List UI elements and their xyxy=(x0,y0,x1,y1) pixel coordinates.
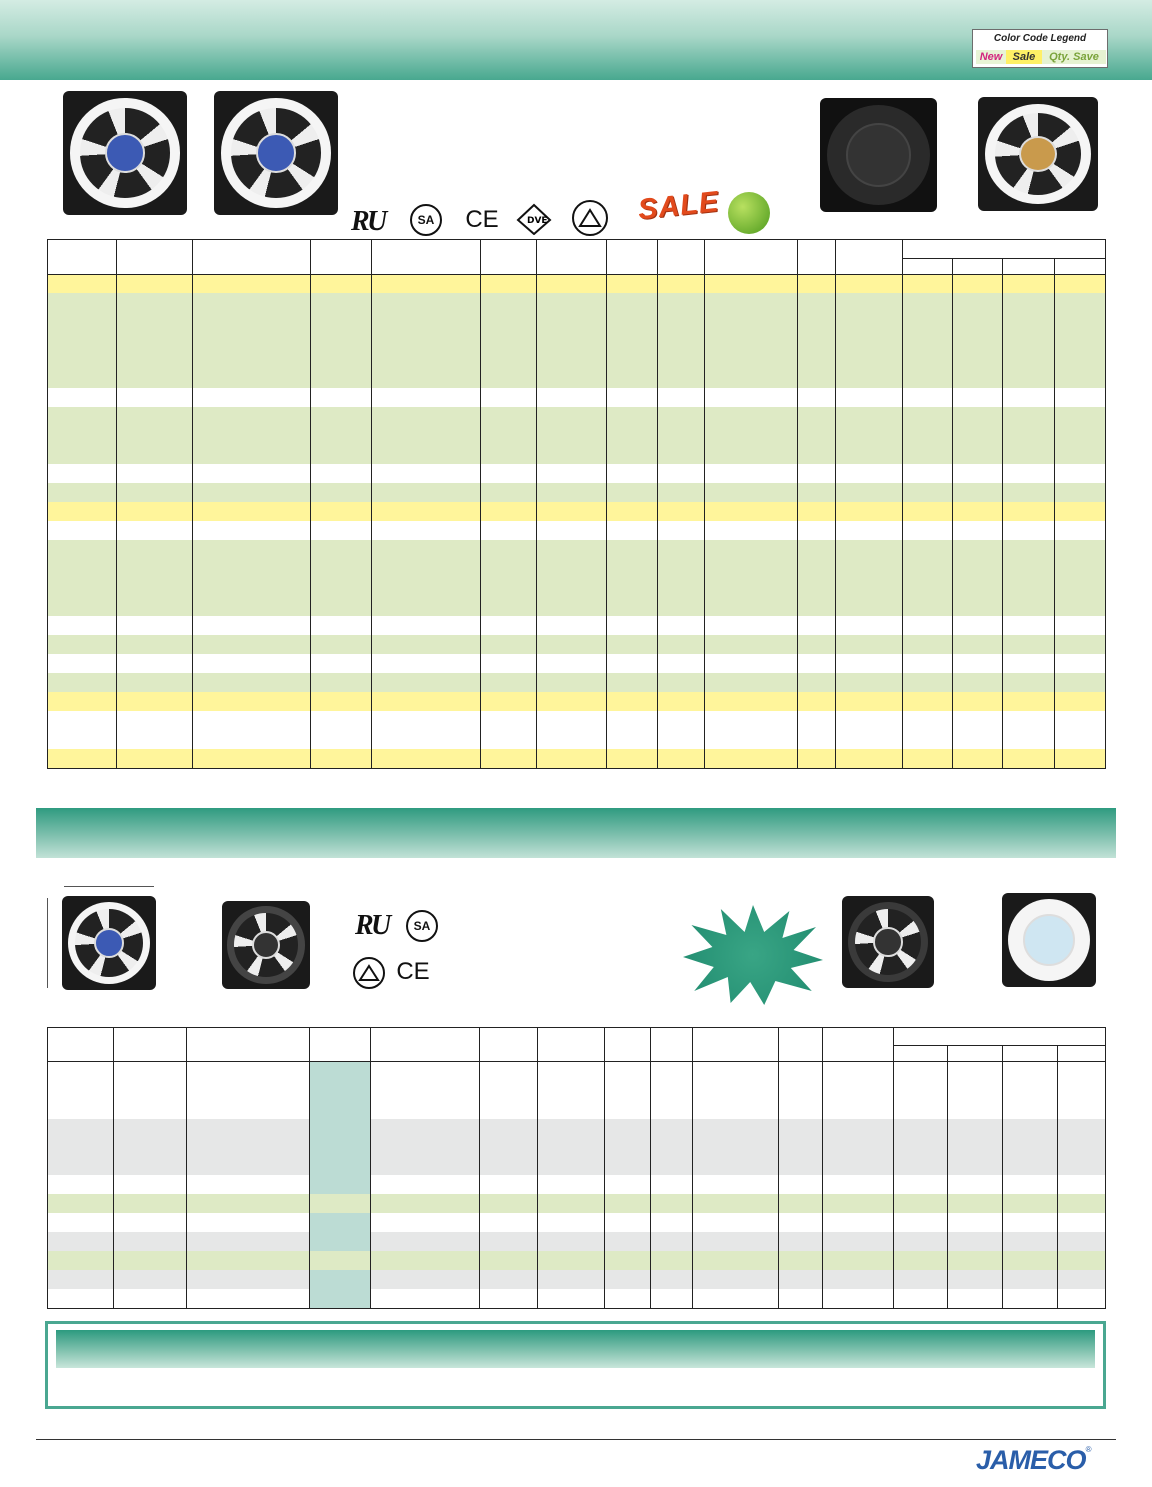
svg-text:U: U xyxy=(371,910,392,940)
jameco-logo: JAMECO® xyxy=(976,1445,1091,1475)
legend-qty-save: Qty. Save xyxy=(1042,50,1106,64)
fan-photo-6 xyxy=(842,896,934,988)
dimension-line xyxy=(47,898,48,988)
table-row xyxy=(48,635,1106,654)
table-row xyxy=(48,578,1106,597)
table-row xyxy=(48,1251,1106,1270)
csa-icon: SA xyxy=(406,910,438,942)
table-row xyxy=(48,275,1106,293)
table-row xyxy=(48,1175,1106,1194)
table-row xyxy=(48,445,1106,464)
table-row xyxy=(48,502,1106,521)
svg-text:R: R xyxy=(351,206,370,236)
table-row xyxy=(48,749,1106,769)
vde-icon xyxy=(516,203,552,235)
fan-photo-2 xyxy=(214,91,338,215)
fan-table-1 xyxy=(47,239,1106,769)
dimension-line xyxy=(64,886,154,887)
csa-icon: SA xyxy=(410,204,442,236)
table-row xyxy=(48,483,1106,502)
table-row xyxy=(48,331,1106,350)
blower-photo xyxy=(820,98,937,212)
fan-table-2 xyxy=(47,1027,1106,1309)
svg-text:R: R xyxy=(355,910,374,940)
table-row xyxy=(48,426,1106,445)
table-row xyxy=(48,464,1106,483)
svg-text:DVE: DVE xyxy=(527,216,548,226)
table-row xyxy=(48,407,1106,426)
fan-photo-1 xyxy=(63,91,187,215)
table-row xyxy=(48,350,1106,369)
ce-icon: CE xyxy=(396,958,430,985)
info-box-header xyxy=(56,1330,1095,1368)
table-row xyxy=(48,293,1106,312)
fan-photo-3 xyxy=(978,97,1098,211)
ul-icon xyxy=(348,206,396,236)
table-row xyxy=(48,616,1106,635)
table-row xyxy=(48,540,1106,559)
ul-icon xyxy=(352,910,400,940)
ce-icon: CE xyxy=(465,206,499,233)
table-row xyxy=(48,312,1106,331)
tuv-icon xyxy=(353,957,385,989)
svg-text:U: U xyxy=(367,206,388,236)
table-row xyxy=(48,597,1106,616)
table-row xyxy=(48,521,1106,540)
fan-photo-4 xyxy=(62,896,156,990)
fan-photo-5 xyxy=(222,901,310,989)
color-code-legend xyxy=(972,29,1108,68)
sale-badge: SALE xyxy=(636,185,721,227)
table-row xyxy=(48,1232,1106,1251)
new-star-badge xyxy=(683,905,823,1005)
table-row xyxy=(48,1194,1106,1213)
legend-sale: Sale xyxy=(1006,50,1042,64)
section2-banner xyxy=(36,808,1116,858)
table-row xyxy=(48,692,1106,711)
table-row xyxy=(48,1062,1106,1119)
table-row xyxy=(48,1213,1106,1232)
legend-title: Color Code Legend xyxy=(993,33,1087,44)
qty-save-badge xyxy=(728,192,770,234)
table-row xyxy=(48,654,1106,673)
table-row xyxy=(48,673,1106,692)
footer-rule xyxy=(36,1439,1116,1440)
table-row xyxy=(48,1270,1106,1289)
info-box xyxy=(45,1321,1106,1409)
table-row xyxy=(48,369,1106,388)
table-row xyxy=(48,1289,1106,1309)
table-row xyxy=(48,559,1106,578)
tuv-icon xyxy=(572,200,608,236)
fan-photo-7 xyxy=(1002,893,1096,987)
table-row xyxy=(48,1119,1106,1175)
table-row xyxy=(48,711,1106,749)
table-row xyxy=(48,388,1106,407)
legend-new: New xyxy=(976,50,1006,64)
